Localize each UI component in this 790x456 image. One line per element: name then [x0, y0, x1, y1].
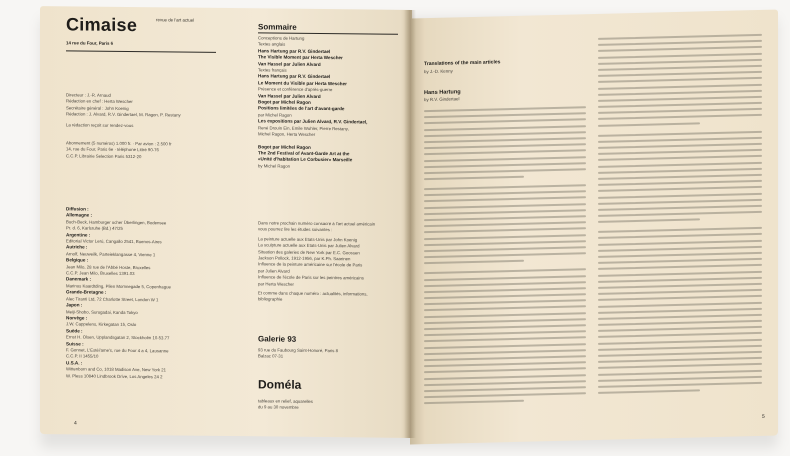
- next-issue-notes: [258, 220, 375, 304]
- sommaire-item: Présence et conférence d'après-guerre: [258, 86, 333, 93]
- note-line: La peinture actuelle aux Etats-Unis par John Koenig: [258, 236, 358, 243]
- distributor-line: F. Gonnet, L'Estéi'ame's, rue du Four 4 a 4, Lausanne: [66, 347, 169, 354]
- subscription-line: 14, rue du Four, Paris 6e · téléphone Littré 90-76: [66, 146, 159, 153]
- country-name: Japon :: [66, 302, 83, 308]
- sommaire-title: Sommaire: [258, 22, 297, 32]
- distributor-line: W. Pless 10840 Lindbrook Drive, Los Angeles 24 2: [66, 372, 163, 379]
- distributor-line: Buch-Beck, Hamburger ucher Überlingen, Bodensee: [66, 219, 167, 226]
- subscription-line: C.C.P. Librairie Selection Paris 5312-20: [66, 153, 142, 159]
- galerie-title: Galerie 93: [258, 334, 297, 344]
- country-name: Belgique :: [66, 257, 89, 263]
- note-line: par Julien Alvard: [258, 268, 290, 274]
- distributor-line: Jean Milo, 28 rue de l'Abbé Hoste, Bruxelles: [66, 263, 151, 270]
- sommaire-item: Conceptions de Hartung: [258, 35, 305, 41]
- sommaire-rule: [258, 32, 398, 35]
- distributor-line: Wittenborn and Co, 1018 Madison Ave, New York 21: [66, 366, 167, 373]
- diffusion-title: Diffusion :: [66, 206, 89, 212]
- article-column-2: [598, 34, 762, 398]
- distributor-line: Alec Tiranti Ltd, 72 Charlotte Street, London W 1: [66, 296, 159, 302]
- domela-title: Doméla: [258, 377, 302, 392]
- distributor-line: Meiji-Shobo, Surugadai, Kanda Tokyo: [66, 308, 138, 315]
- distributor-line: Marinus Kaardtding, Pilen Momnegade 5, Copenhague: [66, 283, 171, 290]
- distributor-line: Arnolf, Neuweilk, Parteieklangasse 4, Vienne 1: [66, 251, 156, 258]
- distributor-line: Ernst H. Olsen, Upplandsgatan 2, Stockholm 10-53.77: [66, 334, 170, 341]
- country-name: Allemagne :: [66, 212, 93, 219]
- sommaire-item: par Michel Ragon: [258, 112, 292, 118]
- right-page: [410, 10, 778, 445]
- note-line: Dans notre prochain numéro consacré à l'art actuel américain: [258, 220, 376, 227]
- sommaire-item: Textes français: [258, 67, 287, 73]
- sommaire-item: Positions limitées de l'art d'avant-garde: [258, 105, 345, 112]
- sommaire-item: by Michel Ragon: [258, 163, 291, 169]
- translations-title: Translations of the main articles: [424, 59, 501, 68]
- masthead-subtitle: revue de l'art actuel: [156, 17, 195, 23]
- country-name: U.S.A. :: [66, 360, 83, 366]
- note-line: bibliographie: [258, 296, 283, 303]
- subscription-line: Abonnement (5 numéros) 1.000 fr. · Par avion : 2.500 fr: [66, 140, 172, 147]
- sommaire-item: Les expositions par Julien Alvard, R.V. Gindertael,: [258, 118, 368, 125]
- book-spine: [404, 10, 416, 438]
- masthead-rule: [66, 50, 216, 53]
- rendezvous-note: La rédaction reçoit sur rendez-vous: [66, 121, 134, 128]
- note-line: par Herta Wescher: [258, 280, 294, 287]
- article-title: Hans Hartung: [424, 89, 461, 97]
- country-name: Suisse :: [66, 340, 84, 347]
- staff-line: Rédaction : J. Alvard, R.V. Gindertael, M. Ragon, P. Restany: [66, 111, 181, 118]
- sommaire-item: Textes anglais: [258, 41, 286, 48]
- left-page: [40, 6, 412, 438]
- sommaire-item: «Unité d'habitation Le Corbusier» Marseille: [258, 156, 353, 163]
- distributor-line: C.C.P. Jean Milo, Bruxelles 1391.03: [66, 270, 135, 277]
- distributor-line: Pr. d. 6, Karlsruhe (Bd.) 47/25: [66, 225, 123, 232]
- note-line: vous pourrez lire les études suivantes :: [258, 226, 333, 233]
- country-name: Danemark :: [66, 276, 92, 283]
- sommaire-item: Hans Hartung par R.V. Gindertael: [258, 48, 331, 54]
- country-name: Autriche :: [66, 244, 88, 250]
- sommaire-list: [258, 35, 367, 170]
- note-line: Jackson Pollock, 1912-1956, par K.Ph. Saarinen: [258, 255, 351, 262]
- sommaire-item: Le Moment du Visible par Herta Wescher: [258, 80, 347, 87]
- staff-line: Rédaction en chef : Herta Wescher: [66, 98, 133, 105]
- note-line: La sculpture actuelle aux Etats-Unis par Julien Alvard: [258, 242, 360, 249]
- domela-line: du 9 au 30 novembre: [258, 404, 299, 411]
- diffusion-list: [66, 206, 171, 380]
- staff-list: [66, 92, 181, 129]
- article-byline: by R.V. Gindertael: [424, 96, 460, 103]
- sommaire-item: The Visible Moment par Herta Wescher: [258, 54, 343, 61]
- distributor-line: Editorial Victor Lerú, Cangallo 2541, Buenos-Aires: [66, 238, 162, 245]
- staff-line: Secrétaire général : John Koenig: [66, 105, 129, 111]
- subscription-info: [66, 140, 172, 160]
- page-number-left: 4: [74, 420, 77, 427]
- page-number-right: 5: [762, 413, 765, 420]
- sommaire-item: Hans Hartung par R.V. Gindertael: [258, 73, 331, 80]
- translations-byline: by J.-D. Kenny: [424, 68, 453, 75]
- sommaire-item: Bogot par Michel Ragon: [258, 99, 311, 105]
- note-line: Influence de la peinture américaine sur l'école de Paris: [258, 261, 363, 268]
- domela-details: [258, 398, 313, 411]
- country-name: Suède :: [66, 328, 83, 334]
- masthead-title: Cimaise: [66, 14, 138, 36]
- sommaire-item: Van Hassel par Julien Alvard: [258, 92, 321, 99]
- domela-line: tableaux en relief, aquarelles: [258, 398, 313, 404]
- note-line: Situation des galeries de New York par E.C. Goossen: [258, 248, 360, 256]
- distributor-line: J.W. Cappelens, Kirkegatan 15, Oslo: [66, 321, 137, 328]
- staff-line: Directeur : J.-R. Arnaud: [66, 92, 111, 98]
- galerie-line: Balzac 07-31: [258, 353, 284, 360]
- masthead-address: 14 rue du Four, Paris 6: [66, 40, 114, 46]
- note-line: Et comme dans chaque numéro : actualités, informations,: [258, 290, 368, 297]
- country-name: Argentine :: [66, 231, 91, 238]
- country-name: Norvège :: [66, 315, 88, 321]
- distributor-line: C.C.P. II 1455/10: [66, 353, 99, 360]
- galerie-address: [258, 347, 338, 361]
- sommaire-item: Van Hassel par Julien Alvard: [258, 60, 321, 67]
- note-line: Influence de l'école de Paris sur les peintres américains: [258, 274, 364, 281]
- sommaire-item: Bogot par Michel Ragon: [258, 143, 311, 150]
- galerie-line: 93 rue du Faubourg Saint-Honoré, Paris 8: [258, 347, 339, 354]
- sommaire-item: Michel Ragon, Herta Wescher: [258, 131, 316, 138]
- country-name: Grande-Bretagne :: [66, 289, 107, 296]
- sommaire-item: René Drouin Ein, Emile Wuhler, Pierre Restany,: [258, 125, 349, 131]
- article-column-1: [424, 106, 586, 408]
- sommaire-item: The 2nd Festival of Avant-Garde Art at the: [258, 150, 350, 157]
